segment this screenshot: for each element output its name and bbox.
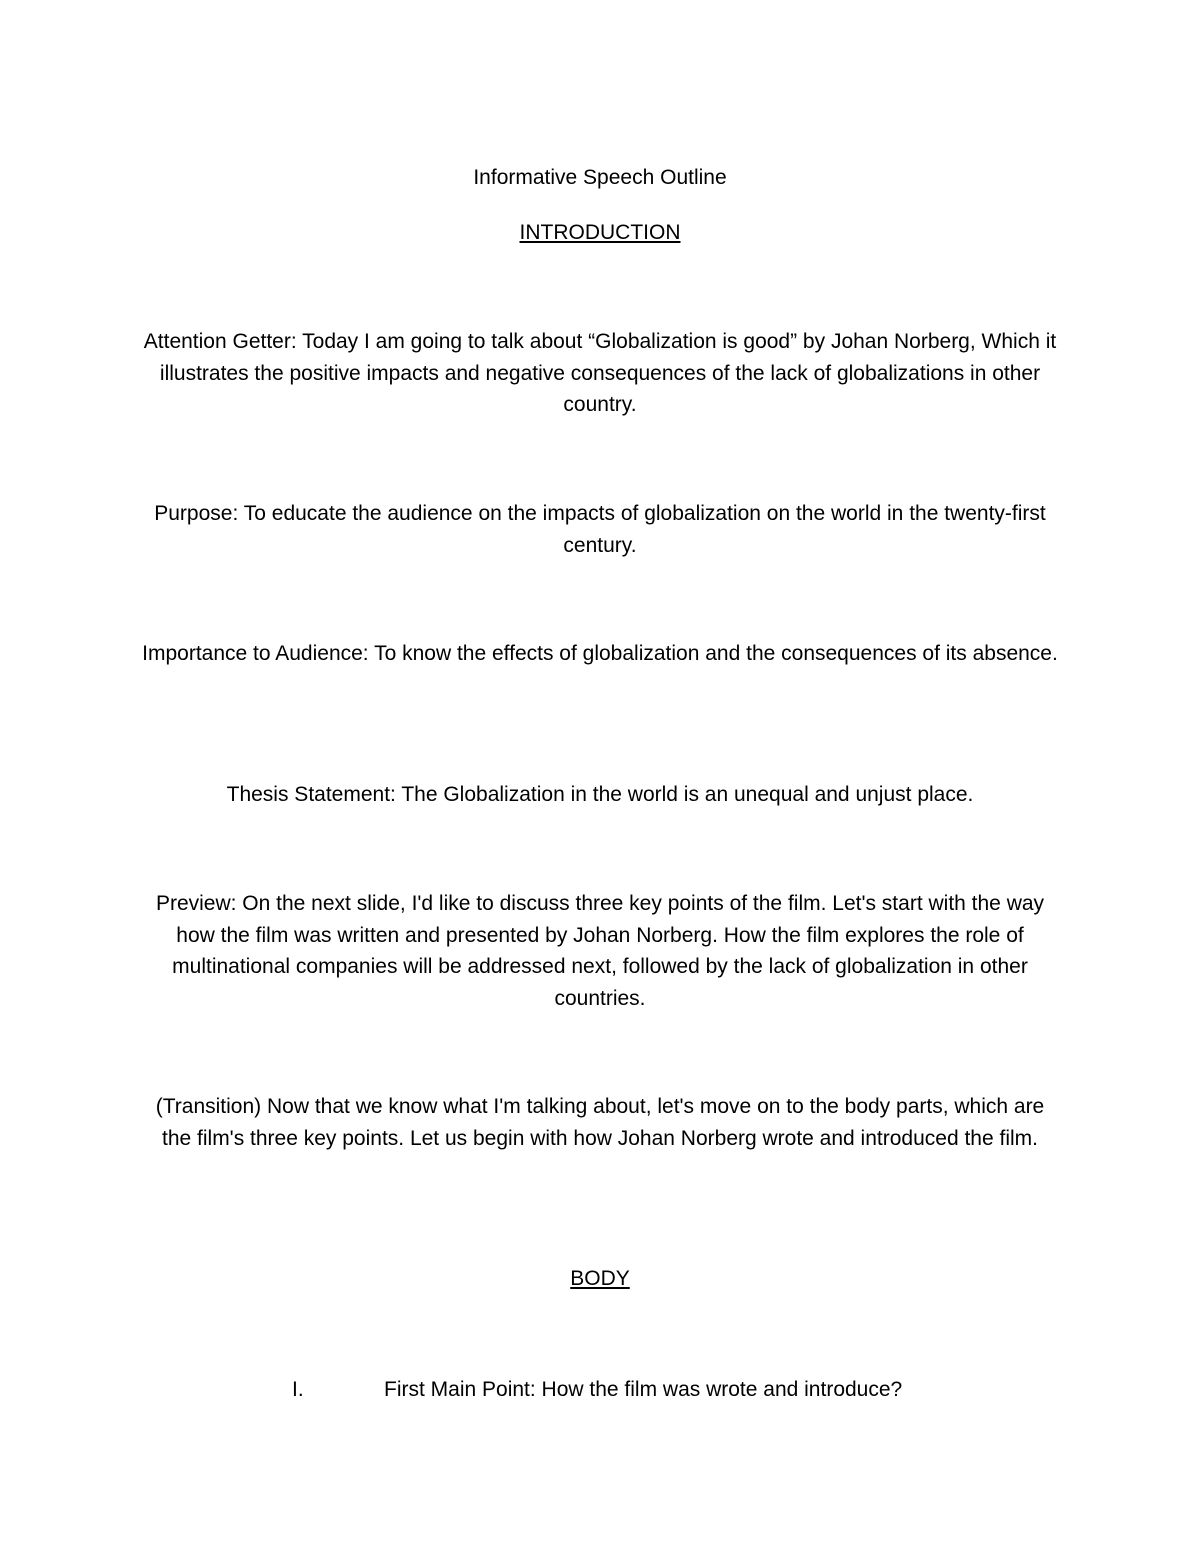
thesis-paragraph: Thesis Statement: The Globalization in the world is an unequal and unjust place. bbox=[226, 783, 974, 806]
main-point-numeral: I. bbox=[292, 1378, 304, 1401]
transition-paragraph: (Transition) Now that we know what I'm talking about, let's move on to the body parts, which are the film's three key points. Let us begin with how Johan Norberg wrote and introduced the film. bbox=[155, 1095, 1045, 1150]
preview-paragraph: Preview: On the next slide, I'd like to discuss three key points of the film. Let's start with the way how the film was written and presented by Johan Norberg. How the film explores the role of multinational companies will be addressed next, followed by the lack of globalization in other countries. bbox=[155, 892, 1045, 1010]
attention-getter-paragraph: Attention Getter: Today I am going to talk about “Globalization is good” by Johan Norberg, Which it illustrates the positive impacts and negative consequences of the lack of globalizations in other country. bbox=[143, 330, 1057, 416]
body-heading: BODY bbox=[570, 1267, 630, 1290]
importance-paragraph: Importance to Audience: To know the effects of globalization and the consequences of its absence. bbox=[142, 642, 1058, 665]
document-title: Informative Speech Outline bbox=[473, 166, 727, 189]
main-point-text: First Main Point: How the film was wrote and introduce? bbox=[384, 1378, 903, 1401]
purpose-paragraph: Purpose: To educate the audience on the impacts of globalization on the world in the twenty-first century. bbox=[154, 502, 1046, 557]
main-point-item bbox=[0, 1374, 1200, 1406]
introduction-heading: INTRODUCTION bbox=[519, 221, 681, 244]
